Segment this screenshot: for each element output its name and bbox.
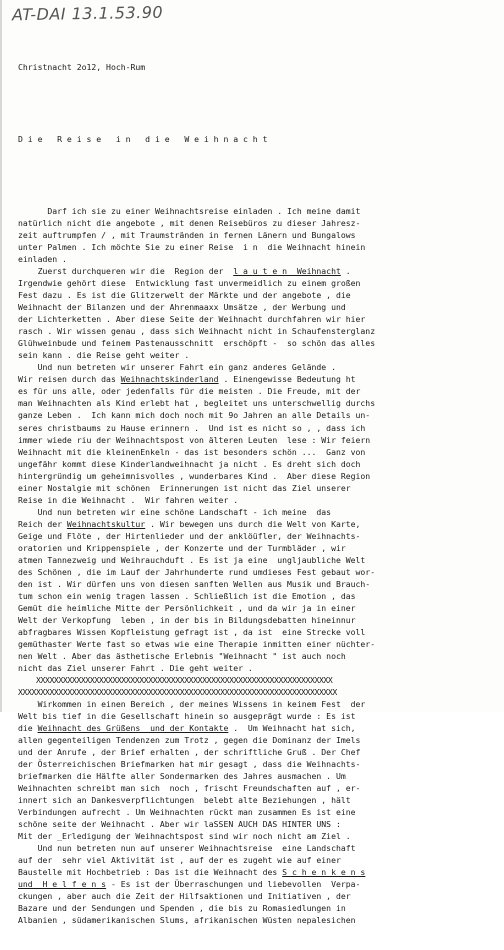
underlined-text: Weihnacht des Grüßens und der Kontakte <box>37 722 229 733</box>
text-line <box>18 373 496 385</box>
text-line <box>18 470 496 482</box>
text-line <box>18 253 496 265</box>
text-segment: oratorien und Krippenspiele , der Konzerte und der Turmbläder , wir <box>18 542 346 553</box>
text-segment: Wir reisen durch das <box>18 374 121 385</box>
text-line <box>18 554 496 566</box>
body-text <box>18 205 496 926</box>
text-line <box>18 542 496 554</box>
text-line <box>18 409 496 421</box>
text-segment: . Einengewisse Bedeutung ht <box>218 374 356 385</box>
text-line <box>18 325 496 337</box>
text-segment: tum schon ein wenig tragen lassen . Schließlich ist die Emotion , das <box>18 590 356 601</box>
text-segment: und der Anrufe , der Brief erhalten , der schriftliche Gruß . Der Chef <box>18 746 361 757</box>
underlined-text: l a u t e n Weihnacht <box>233 266 341 277</box>
text-line <box>18 313 496 325</box>
text-segment: Welt bis tief in die Gesellschaft hinein so ausgeprägt wurde : Es ist <box>18 710 356 721</box>
typewritten-text <box>18 37 496 950</box>
text-segment: natürlich nicht die angebote , mit denen Reisebüros zu dieser Jahresz- <box>18 218 361 229</box>
text-line <box>18 686 496 698</box>
text-segment: ganze Leben . Ich kann mich doch noch mit 9o Jahren an alle Details un- <box>18 410 371 421</box>
blank-line <box>18 169 496 181</box>
text-line <box>18 446 496 458</box>
text-segment: die <box>18 722 38 733</box>
text-segment: Albanien , südamerikanischen Slums, afrikanischen Wüsten nepalesichen <box>18 915 356 926</box>
text-line <box>18 277 496 289</box>
text-line <box>18 494 496 506</box>
text-line <box>18 614 496 626</box>
text-line <box>18 506 496 518</box>
text-line <box>18 301 496 313</box>
text-segment: den ist . Wir dürfen uns von diesen sanften Wellen aus Musik und Brauch- <box>18 578 371 589</box>
text-segment: . Um Weihnacht hat sich, <box>228 722 356 733</box>
text-segment: Weihnacht mit die kleinenEnkeln - das ist besonders schön ... Ganz von <box>18 446 366 457</box>
text-line <box>18 770 496 782</box>
text-line <box>18 566 496 578</box>
text-line <box>18 397 496 409</box>
text-line <box>18 830 496 842</box>
text-line <box>18 241 496 253</box>
text-line <box>18 229 496 241</box>
text-segment: atmen Tannezweig und Weihrauchduft . Es ist ja eine ungljaubliche Welt <box>18 554 366 565</box>
text-line <box>18 289 496 301</box>
underlined-text: S c h e n k e n s <box>282 867 366 878</box>
text-line <box>18 205 496 217</box>
text-segment: innert sich an Dankesverpflichtungen belebt alte Beziehungen , hält <box>18 794 351 805</box>
text-line <box>18 602 496 614</box>
text-segment: Mit der _Erledigung der Weihnachtspost sind wir noch nicht am Ziel . <box>18 831 351 842</box>
underlined-text: und H e l f e n s <box>18 879 107 890</box>
text-line <box>18 265 496 277</box>
text-line <box>18 626 496 638</box>
text-line <box>18 746 496 758</box>
text-segment: Reich der <box>18 518 67 529</box>
text-segment: Reise in die Weihnacht . Wir fahren weiter . <box>18 494 239 505</box>
text-line <box>18 866 496 878</box>
text-segment: XXXXXXXXXXXXXXXXXXXXXXXXXXXXXXXXXXXXXXXXXXXXXXXXXXXXXXXXXXXXXXXXXX <box>18 674 333 685</box>
text-line <box>18 434 496 446</box>
text-segment: einer Nostalgie mit schönen Erinnerungen ist nicht das Ziel unserer <box>18 482 351 493</box>
text-line <box>18 878 496 890</box>
text-line <box>18 782 496 794</box>
text-line <box>18 217 496 229</box>
archive-stamp: AT-DAI 13.1.53.90 <box>11 2 164 25</box>
text-segment: einladen . <box>18 254 67 265</box>
text-segment: Und nun betreten wir unserer Fahrt ein ganz anderes Gelände . <box>18 362 336 373</box>
text-segment: auf der sehr viel Aktivität ist , auf der es zugeht wie auf einer <box>18 855 341 866</box>
text-segment: Wirkommen in einen Bereich , der meines Wissens in keinem Fest der <box>18 698 366 709</box>
text-segment: Bazare und der Sendungen und Spenden , die bis zu Romasiedlungen in <box>18 903 346 914</box>
text-segment: man Weihnachten als Kind erlebt hat , begleitet uns unterschwellig durchs <box>18 398 376 409</box>
text-line <box>18 349 496 361</box>
text-line <box>18 482 496 494</box>
text-line <box>18 638 496 650</box>
text-segment: Glühweinbude und feinem Pastenausschnitt erschöpft - so schön das alles <box>18 338 376 349</box>
header-line: Christnacht 2o12, Hoch-Rum <box>18 62 146 73</box>
underlined-text: Weihnachtskinderland <box>120 374 219 385</box>
text-segment: XXXXXXXXXXXXXXXXXXXXXXXXXXXXXXXXXXXXXXXXXXXXXXXXXXXXXXXXXXXXXXXXXXXXXXX <box>18 686 337 697</box>
text-segment: Und nun betreten wir eine schöne Landschaft - ich meine das <box>18 506 332 517</box>
text-segment: der Österreichischen Briefmarken hat mir gesagt , dass die Weihnachts- <box>18 758 361 769</box>
text-segment: . <box>340 266 351 277</box>
text-segment: Weihnacht der Bilanzen und der Ahrenmaaxx Umsätze , der Werbung und <box>18 302 346 313</box>
text-line <box>18 806 496 818</box>
text-segment: . Wir bewegen uns durch die Welt von Karte, <box>145 518 361 529</box>
text-line <box>18 902 496 914</box>
text-segment: rasch . Wir wissen genau , dass sich Weihnacht nicht in Schaufensterglanz <box>18 326 376 337</box>
underlined-text: Weihnachtskultur <box>66 518 146 529</box>
text-segment: schöne seite der Weihnacht . Aber wir laSSEN AUCH DAS HINTER UNS : <box>18 819 341 830</box>
text-line <box>18 818 496 830</box>
text-segment: seres christbaums zu Hause erinnern . Und ist es nicht so , , dass ich <box>18 422 366 433</box>
text-line <box>18 578 496 590</box>
text-line <box>18 650 496 662</box>
text-line <box>18 722 496 734</box>
text-line <box>18 422 496 434</box>
text-segment: Darf ich sie zu einer Weihnachtsreise einladen . Ich meine damit <box>18 206 361 217</box>
text-segment: nen Welt . Aber das ästhetische Erlebnis "Weihnacht " ist auch noch <box>18 650 346 661</box>
text-line <box>18 674 496 686</box>
text-segment: Weihnachten schreibt man sich noch , frischt Freundschaften auf , er- <box>18 782 361 793</box>
text-line <box>18 854 496 866</box>
text-line <box>18 662 496 674</box>
text-segment: Irgendwie gehört diese Entwicklung fast unvermeidlich zu einem großen <box>18 278 361 289</box>
text-line <box>18 518 496 530</box>
text-segment: unter Palmen . Ich möchte Sie zu einer Reise i n die Weihnacht hinein <box>18 242 366 253</box>
text-segment: Verbindungen aufrecht . Um Weihnachten rückt man zusammen Es ist eine <box>18 807 356 817</box>
text-segment: Geige und Flöte , der Hirtenlieder und der anklöüfler, der Weihnachts- <box>18 530 361 541</box>
text-line <box>18 337 496 349</box>
text-line <box>18 842 496 854</box>
text-segment: Zuerst durchqueren wir die Region der <box>18 266 234 277</box>
text-segment: des Schönen , die im Lauf der Jahrhunderte rund umdieses Fest gebaut wor- <box>18 566 376 577</box>
text-line <box>18 458 496 470</box>
text-segment: gemüthaster Werte fast so etwas wie eine Therapie inmitten einer nüchter- <box>18 638 376 649</box>
text-line <box>18 530 496 542</box>
text-segment: immer wiede riu der Weihnachtspost von älteren Leuten lese : Wir feiern <box>18 434 371 445</box>
text-segment: ckungen , aber auch die Zeit der Hilfsaktionen und Initiativen , der <box>18 891 351 902</box>
text-segment: - Es ist der Überraschungen und liebevollen Verpa- <box>106 879 361 890</box>
text-line <box>18 361 496 373</box>
text-line <box>18 734 496 746</box>
blank-line <box>18 97 496 109</box>
text-segment: zeit auftrumpfen / , mit Traumstränden in fernen Länern und Bungalows <box>18 230 356 241</box>
text-line <box>18 758 496 770</box>
text-segment: sein kann . die Reise geht weiter . <box>18 350 190 361</box>
text-line <box>18 385 496 397</box>
text-segment: Fest dazu . Es ist die Glitzerwelt der Märkte und der angebote , die <box>18 290 351 301</box>
text-segment: es für uns alle, oder jedenfalls für die meisten . Die Freude, mit der <box>18 386 361 397</box>
text-segment: briefmarken die Hälfte aller Sondermarken des Jahres ausmachen . Um <box>18 770 346 781</box>
text-segment: Baustelle mit Hochbetrieb : Das ist die Weihnacht des <box>18 867 283 878</box>
text-segment: der Lichterketten . Aber diese Seite der Weihnacht durchfahren wir hier <box>18 314 366 325</box>
text-line <box>18 914 496 926</box>
text-segment: nicht das Ziel unserer Fahrt . Die geht weiter . <box>18 662 253 673</box>
text-segment: ungefähr kommt diese Kinderlandweihnacht ja nicht . Es dreht sich doch <box>18 458 361 469</box>
text-line <box>18 890 496 902</box>
document-title: D i e R e i s e i n d i e W e i h n a c h t <box>18 134 268 145</box>
text-segment: hintergründig um geheimnisvolles , wunderbares Kind . Aber diese Region <box>18 470 371 481</box>
text-segment: Gemüt die heimliche Mitte der Persönlichkeit , und da wir ja in einer <box>18 602 356 613</box>
text-segment: allen gegenteiligen Tendenzen zum Trotz , gegen die Dominanz der Imels <box>18 734 361 745</box>
text-line <box>18 590 496 602</box>
text-line <box>18 794 496 806</box>
text-segment: Und nun betreten nun auf unserer Weihnachtsreise eine Landschaft <box>18 843 356 854</box>
text-segment: Welt der Verkopfung leben , in der bis in Bildungsdebatten hineinnur <box>18 614 356 625</box>
text-line <box>18 698 496 710</box>
text-segment: abfragbares Wissen Kopfleistung gefragt ist , da ist eine Strecke voll <box>18 626 366 637</box>
